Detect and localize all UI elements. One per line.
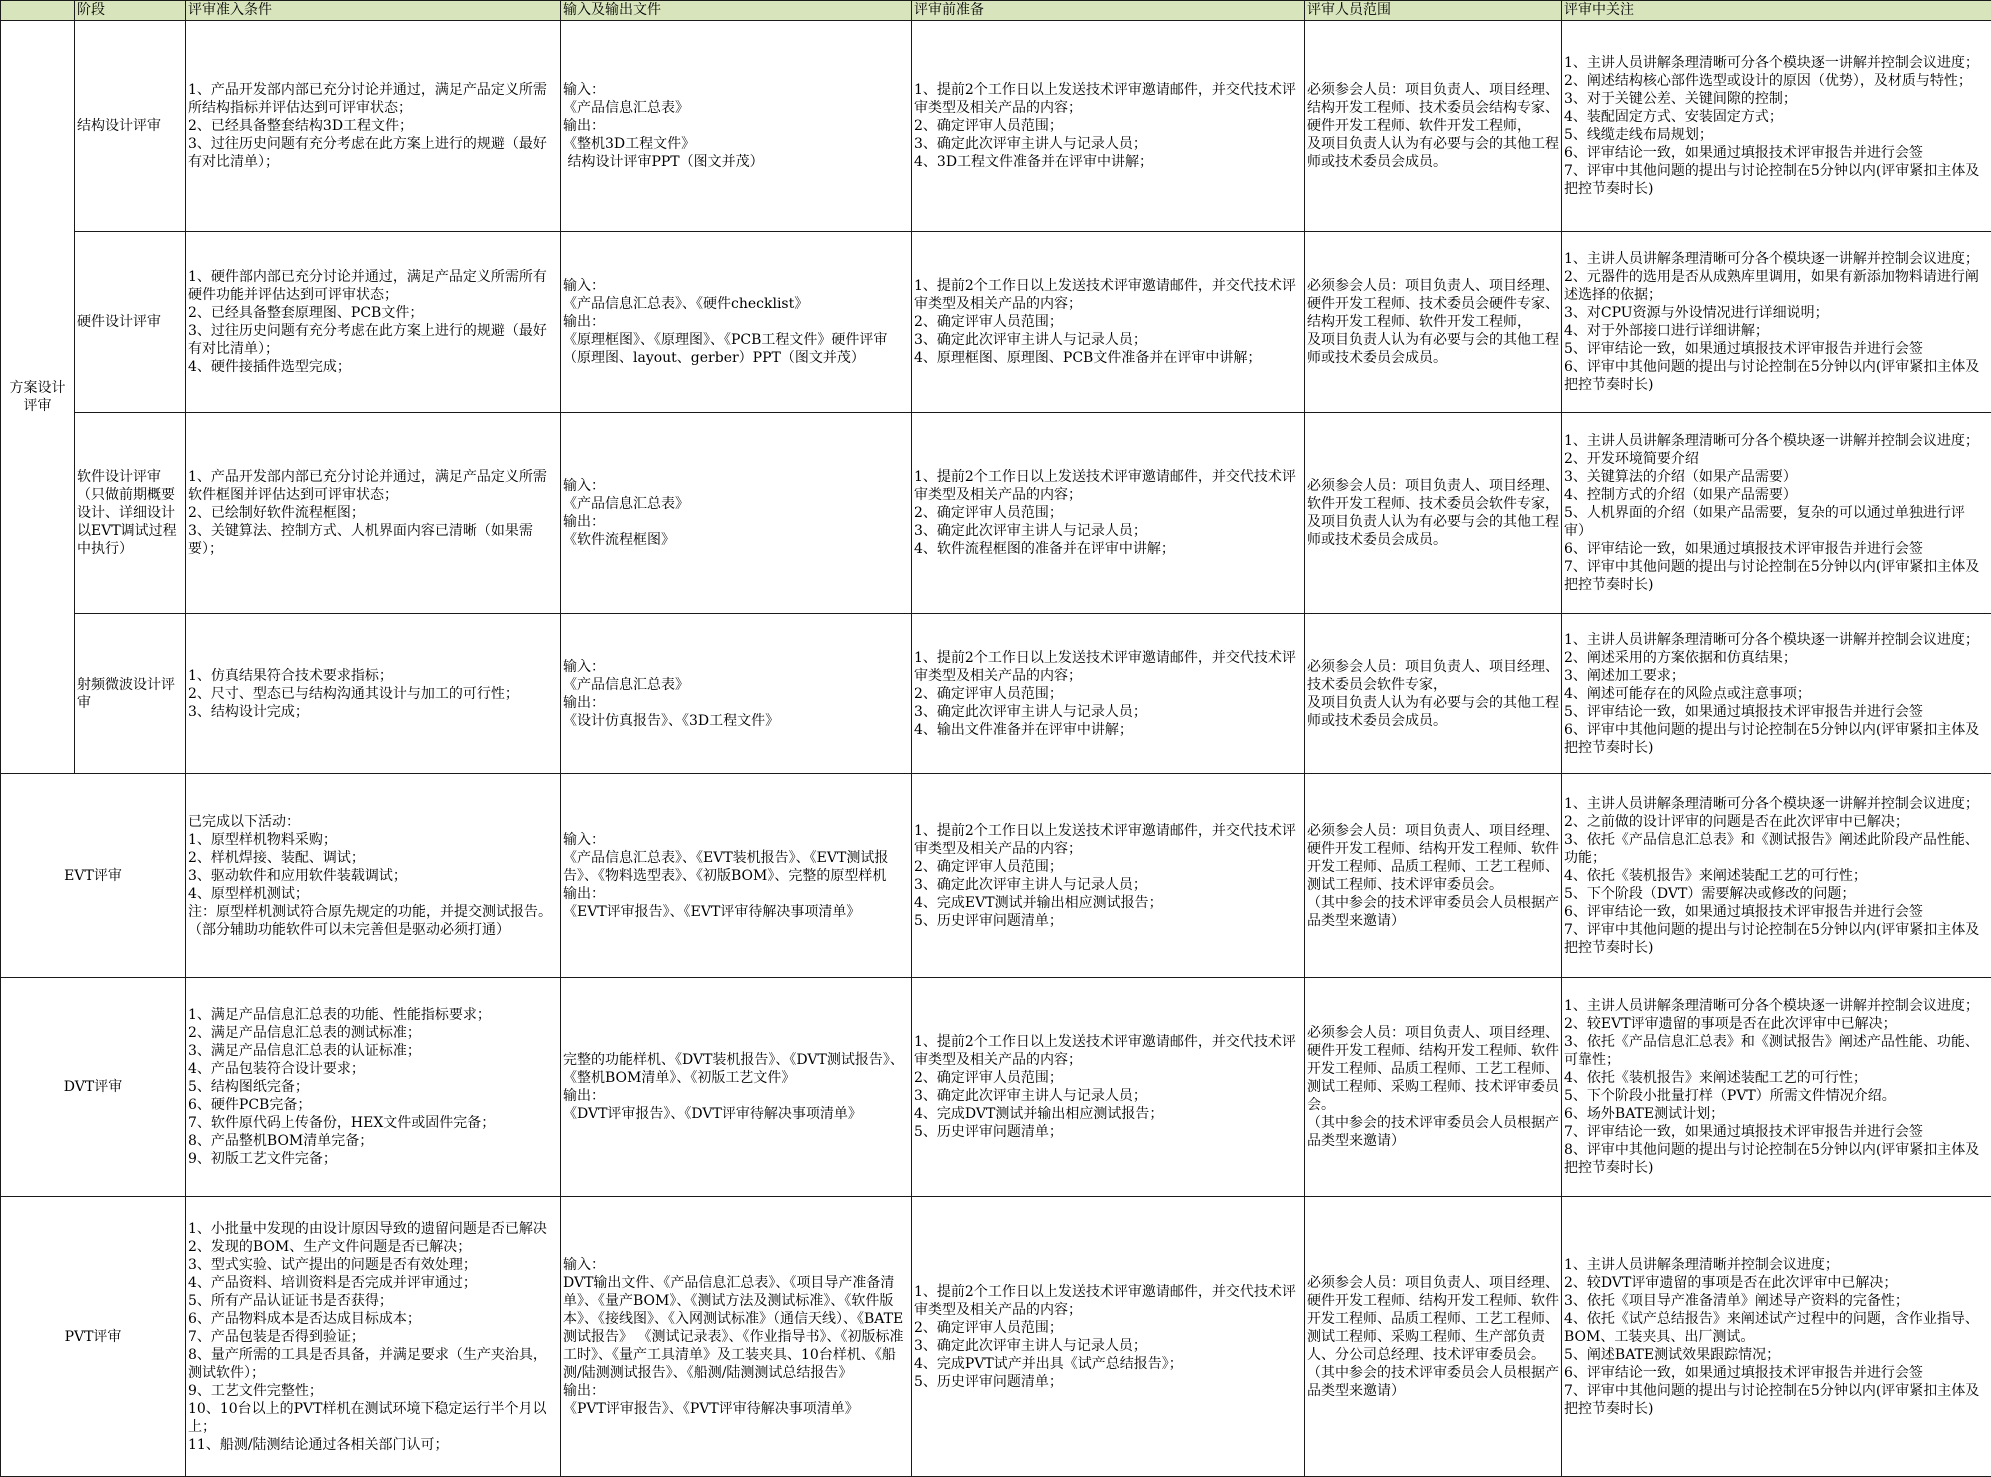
stage-cell[interactable]: DVT评审: [1, 978, 186, 1197]
focus-cell[interactable]: 1、主讲人员讲解条理清晰并控制会议进度； 2、较DVT评审遗留的事项是否在此次评审中已解决； 3、依托《项目导产准备清单》阐述导产资料的完备性； 4、依托《试产总结报告》来阐述试产过程中的问题，含作业指导、BOM、工装夹具、出厂测试。 5、阐述BATE测试效果跟踪情况； 6、评审结论一致，如果通过填报技术评审报告并进行会签 7、评审中其他问题的提出与讨论控制在5分钟以内(评审紧扣主体及把控节奏时长): [1562, 1197, 1991, 1477]
table-row: [1, 1197, 1991, 1477]
header-io-files[interactable]: 输入及输出文件: [561, 1, 912, 21]
io-cell[interactable]: 输入： DVT输出文件、《产品信息汇总表》、《项目导产准备清单》、《量产BOM》、《测试方法及测试标准》、《软件版本》、《接线图》、《入网测试标准》（通信天线）、《BATE测试报告》 《测试记录表》、《作业指导书》、《初版标准工时》、《量产工具清单》及工装夹具、10台样机、《船测/陆测测试报告》、《船测/陆测测试总结报告》 输出： 《PVT评审报告》、《PVT评审待解决事项清单》: [561, 1197, 912, 1477]
focus-cell[interactable]: 1、主讲人员讲解条理清晰可分各个模块逐一讲解并控制会议进度； 2、较EVT评审遗留的事项是否在此次评审中已解决； 3、依托《产品信息汇总表》和《测试报告》阐述产品性能、功能、可靠性； 4、依托《装机报告》来阐述装配工艺的可行性； 5、下个阶段小批量打样（PVT）所需文件情况介绍。 6、场外BATE测试计划； 7、评审结论一致，如果通过填报技术评审报告并进行会签 8、评审中其他问题的提出与讨论控制在5分钟以内(评审紧扣主体及把控节奏时长): [1562, 978, 1991, 1197]
table-row: [1, 413, 1991, 614]
people-cell[interactable]: 必须参会人员：项目负责人、项目经理、硬件开发工程师、结构开发工程师、软件开发工程师、品质工程师、工艺工程师、测试工程师、采购工程师、技术评审委员会。 （其中参会的技术评审委员会人员根据产品类型来邀请）: [1305, 978, 1562, 1197]
prep-cell[interactable]: 1、提前2个工作日以上发送技术评审邀请邮件，并交代技术评审类型及相关产品的内容； 2、确定评审人员范围； 3、确定此次评审主讲人与记录人员； 4、完成PVT试产并出具《试产总结报告》； 5、历史评审问题清单；: [912, 1197, 1305, 1477]
header-preparation[interactable]: 评审前准备: [912, 1, 1305, 21]
people-cell[interactable]: 必须参会人员：项目负责人、项目经理、硬件开发工程师、结构开发工程师、软件开发工程师、品质工程师、工艺工程师、测试工程师、技术评审委员会。 （其中参会的技术评审委员会人员根据产品类型来邀请）: [1305, 774, 1562, 978]
prep-cell[interactable]: 1、提前2个工作日以上发送技术评审邀请邮件，并交代技术评审类型及相关产品的内容； 2、确定评审人员范围； 3、确定此次评审主讲人与记录人员； 4、3D工程文件准备并在评审中讲解；: [912, 21, 1305, 232]
stage-cell[interactable]: PVT评审: [1, 1197, 186, 1477]
header-row: [1, 1, 1991, 21]
table-row: [1, 232, 1991, 413]
focus-cell[interactable]: 1、主讲人员讲解条理清晰可分各个模块逐一讲解并控制会议进度； 2、阐述结构核心部件选型或设计的原因（优势），及材质与特性； 3、对于关键公差、关键间隙的控制； 4、装配固定方式、安装固定方式； 5、线缆走线布局规划； 6、评审结论一致，如果通过填报技术评审报告并进行会签 7、评审中其他问题的提出与讨论控制在5分钟以内(评审紧扣主体及把控节奏时长): [1562, 21, 1991, 232]
focus-cell[interactable]: 1、主讲人员讲解条理清晰可分各个模块逐一讲解并控制会议进度； 2、开发环境简要介绍 3、关键算法的介绍（如果产品需要） 4、控制方式的介绍（如果产品需要） 5、人机界面的介绍（如果产品需要，复杂的可以通过单独进行评审） 6、评审结论一致，如果通过填报技术评审报告并进行会签 7、评审中其他问题的提出与讨论控制在5分钟以内(评审紧扣主体及把控节奏时长): [1562, 413, 1991, 614]
people-cell[interactable]: 必须参会人员：项目负责人、项目经理、硬件开发工程师、技术委员会硬件专家、结构开发工程师、软件开发工程师， 及项目负责人认为有必要与会的其他工程师或技术委员会成员。: [1305, 232, 1562, 413]
people-cell[interactable]: 必须参会人员：项目负责人、项目经理、结构开发工程师、技术委员会结构专家、硬件开发工程师、软件开发工程师， 及项目负责人认为有必要与会的其他工程师或技术委员会成员。: [1305, 21, 1562, 232]
table-row: [1, 978, 1991, 1197]
prep-cell[interactable]: 1、提前2个工作日以上发送技术评审邀请邮件，并交代技术评审类型及相关产品的内容； 2、确定评审人员范围； 3、确定此次评审主讲人与记录人员； 4、软件流程框图的准备并在评审中讲解；: [912, 413, 1305, 614]
entry-cell[interactable]: 1、产品开发部内部已充分讨论并通过，满足产品定义所需软件框图并评估达到可评审状态； 2、已绘制好软件流程框图； 3、关键算法、控制方式、人机界面内容已清晰（如果需要）；: [186, 413, 561, 614]
people-cell[interactable]: 必须参会人员：项目负责人、项目经理、软件开发工程师、技术委员会软件专家， 及项目负责人认为有必要与会的其他工程师或技术委员会成员。: [1305, 413, 1562, 614]
stage-cell[interactable]: 硬件设计评审: [75, 232, 186, 413]
entry-cell[interactable]: 1、满足产品信息汇总表的功能、性能指标要求； 2、满足产品信息汇总表的测试标准； 3、满足产品信息汇总表的认证标准； 4、产品包装符合设计要求； 5、结构图纸完备； 6、硬件PCB完备； 7、软件原代码上传备份，HEX文件或固件完备； 8、产品整机BOM清单完备； 9、初版工艺文件完备；: [186, 978, 561, 1197]
table-row: [1, 774, 1991, 978]
io-cell[interactable]: 输入： 《产品信息汇总表》、《硬件checklist》 输出： 《原理框图》、《原理图》、《PCB工程文件》硬件评审（原理图、layout、gerber）PPT（图文并茂）: [561, 232, 912, 413]
table-row: [1, 21, 1991, 232]
prep-cell[interactable]: 1、提前2个工作日以上发送技术评审邀请邮件，并交代技术评审类型及相关产品的内容； 2、确定评审人员范围； 3、确定此次评审主讲人与记录人员； 4、完成DVT测试并输出相应测试报告； 5、历史评审问题清单；: [912, 978, 1305, 1197]
io-cell[interactable]: 输入： 《产品信息汇总表》 输出： 《整机3D工程文件》 结构设计评审PPT（图文并茂）: [561, 21, 912, 232]
prep-cell[interactable]: 1、提前2个工作日以上发送技术评审邀请邮件，并交代技术评审类型及相关产品的内容； 2、确定评审人员范围； 3、确定此次评审主讲人与记录人员； 4、输出文件准备并在评审中讲解；: [912, 614, 1305, 774]
entry-cell[interactable]: 1、仿真结果符合技术要求指标； 2、尺寸、型态已与结构沟通其设计与加工的可行性； 3、结构设计完成；: [186, 614, 561, 774]
entry-cell[interactable]: 1、小批量中发现的由设计原因导致的遗留问题是否已解决 2、发现的BOM、生产文件问题是否已解决； 3、型式实验、试产提出的问题是否有效处理； 4、产品资料、培训资料是否完成并评审通过； 5、所有产品认证证书是否获得； 6、产品物料成本是否达成目标成本； 7、产品包装是否得到验证； 8、量产所需的工具是否具备，并满足要求（生产夹治具，测试软件）； 9、工艺文件完整性； 10、10台以上的PVT样机在测试环境下稳定运行半个月以上； 11、船测/陆测结论通过各相关部门认可；: [186, 1197, 561, 1477]
entry-cell[interactable]: 1、产品开发部内部已充分讨论并通过，满足产品定义所需所结构指标并评估达到可评审状态； 2、已经具备整套结构3D工程文件； 3、过往历史问题有充分考虑在此方案上进行的规避（最好有对比清单）；: [186, 21, 561, 232]
entry-cell[interactable]: 已完成以下活动： 1、原型样机物料采购； 2、样机焊接、装配、调试； 3、驱动软件和应用软件装载调试； 4、原型样机测试； 注：原型样机测试符合原先规定的功能，并提交测试报告。（部分辅助功能软件可以未完善但是驱动必须打通）: [186, 774, 561, 978]
people-cell[interactable]: 必须参会人员：项目负责人、项目经理、硬件开发工程师、结构开发工程师、软件开发工程师、品质工程师、工艺工程师、测试工程师、采购工程师、生产部负责人、分公司总经理、技术评审委员会。 （其中参会的技术评审委员会人员根据产品类型来邀请）: [1305, 1197, 1562, 1477]
header-entry-conditions[interactable]: 评审准入条件: [186, 1, 561, 21]
stage-cell[interactable]: 结构设计评审: [75, 21, 186, 232]
focus-cell[interactable]: 1、主讲人员讲解条理清晰可分各个模块逐一讲解并控制会议进度； 2、元器件的选用是否从成熟库里调用，如果有新添加物料请进行阐述选择的依据； 3、对CPU资源与外设情况进行详细说明； 4、对于外部接口进行详细讲解； 5、评审结论一致，如果通过填报技术评审报告并进行会签 6、评审中其他问题的提出与讨论控制在5分钟以内(评审紧扣主体及把控节奏时长): [1562, 232, 1991, 413]
io-cell[interactable]: 输入： 《产品信息汇总表》 输出： 《软件流程框图》: [561, 413, 912, 614]
header-reviewers[interactable]: 评审人员范围: [1305, 1, 1562, 21]
header-group-cell[interactable]: [1, 1, 75, 21]
group-cell-scheme-review[interactable]: 方案设计 评审: [1, 21, 75, 774]
stage-cell[interactable]: EVT评审: [1, 774, 186, 978]
header-stage[interactable]: 阶段: [75, 1, 186, 21]
io-cell[interactable]: 输入： 《产品信息汇总表》、《EVT装机报告》、《EVT测试报告》、《物料选型表》、《初版BOM》、完整的原型样机 输出： 《EVT评审报告》、《EVT评审待解决事项清单》: [561, 774, 912, 978]
prep-cell[interactable]: 1、提前2个工作日以上发送技术评审邀请邮件，并交代技术评审类型及相关产品的内容； 2、确定评审人员范围； 3、确定此次评审主讲人与记录人员； 4、完成EVT测试并输出相应测试报告； 5、历史评审问题清单；: [912, 774, 1305, 978]
table-row: [1, 614, 1991, 774]
people-cell[interactable]: 必须参会人员：项目负责人、项目经理、技术委员会软件专家， 及项目负责人认为有必要与会的其他工程师或技术委员会成员。: [1305, 614, 1562, 774]
entry-cell[interactable]: 1、硬件部内部已充分讨论并通过，满足产品定义所需所有硬件功能并评估达到可评审状态； 2、已经具备整套原理图、PCB文件； 3、过往历史问题有充分考虑在此方案上进行的规避（最好有对比清单）； 4、硬件接插件选型完成；: [186, 232, 561, 413]
stage-cell[interactable]: 软件设计评审（只做前期概要设计、详细设计以EVT调试过程中执行）: [75, 413, 186, 614]
io-cell[interactable]: 输入： 《产品信息汇总表》 输出： 《设计仿真报告》、《3D工程文件》: [561, 614, 912, 774]
stage-cell[interactable]: 射频微波设计评审: [75, 614, 186, 774]
header-focus[interactable]: 评审中关注: [1562, 1, 1991, 21]
focus-cell[interactable]: 1、主讲人员讲解条理清晰可分各个模块逐一讲解并控制会议进度； 2、阐述采用的方案依据和仿真结果； 3、阐述加工要求； 4、阐述可能存在的风险点或注意事项； 5、评审结论一致，如果通过填报技术评审报告并进行会签 6、评审中其他问题的提出与讨论控制在5分钟以内(评审紧扣主体及把控节奏时长): [1562, 614, 1991, 774]
io-cell[interactable]: 完整的功能样机、《DVT装机报告》、《DVT测试报告》、《整机BOM清单》、《初版工艺文件》 输出： 《DVT评审报告》、《DVT评审待解决事项清单》: [561, 978, 912, 1197]
prep-cell[interactable]: 1、提前2个工作日以上发送技术评审邀请邮件，并交代技术评审类型及相关产品的内容； 2、确定评审人员范围； 3、确定此次评审主讲人与记录人员； 4、原理框图、原理图、PCB文件准备并在评审中讲解；: [912, 232, 1305, 413]
focus-cell[interactable]: 1、主讲人员讲解条理清晰可分各个模块逐一讲解并控制会议进度； 2、之前做的设计评审的问题是否在此次评审中已解决； 3、依托《产品信息汇总表》和《测试报告》阐述此阶段产品性能、功能； 4、依托《装机报告》来阐述装配工艺的可行性； 5、下个阶段（DVT）需要解决或修改的问题； 6、评审结论一致，如果通过填报技术评审报告并进行会签 7、评审中其他问题的提出与讨论控制在5分钟以内(评审紧扣主体及把控节奏时长): [1562, 774, 1991, 978]
